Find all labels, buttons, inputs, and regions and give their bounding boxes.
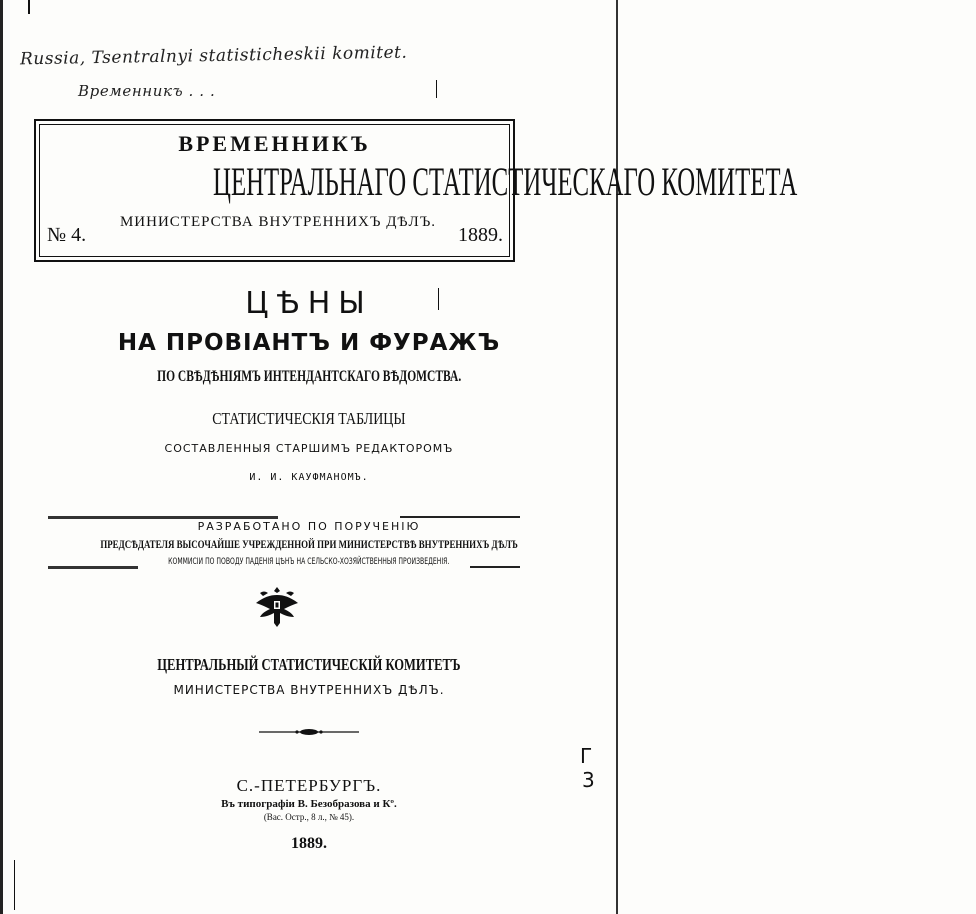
series-title: ВРЕМЕННИКЪ: [178, 131, 371, 156]
divider-rule: [400, 516, 520, 518]
margin-mark: 3: [582, 768, 595, 792]
publisher-ministry: МИНИСТЕРСТВА ВНУТРЕННИХЪ ДѢЛЪ.: [173, 683, 445, 697]
tables-heading-wrap: [0, 409, 618, 429]
header-year: 1889.: [458, 224, 503, 246]
compiled-by: СОСТАВЛЕННЫЯ СТАРШИМЪ РЕДАКТОРОМЪ: [164, 442, 454, 455]
committee-title-wrap: [34, 158, 798, 205]
double-headed-eagle-emblem: [252, 583, 302, 629]
commission-line3: КОММИСІИ ПО ПОВОДУ ПАДЕНІЯ ЦѢНЪ НА СЕЛЬСКО-ХОЗЯЙСТВЕННЫЯ ПРОИЗВЕДЕНІЯ.: [168, 557, 450, 567]
handwritten-note-line2: Временникъ . . .: [78, 82, 216, 100]
source-line: ПО СВѢДѢНІЯМЪ ИНТЕНДАНТСКАГО ВѢДОМСТВА.: [156, 368, 462, 385]
ornamental-divider: [259, 728, 359, 736]
main-title: ЦѢНЫ: [245, 286, 373, 321]
imprint-year: 1889.: [291, 835, 327, 852]
source-line-wrap: [0, 366, 618, 386]
imprint-printer: Въ типографіи В. Безобразова и Кº.: [221, 798, 397, 810]
publisher-name-wrap: [0, 655, 618, 675]
commission-line1: РАЗРАБОТАНО ПО ПОРУЧЕНІЮ: [197, 520, 421, 533]
committee-title: ЦЕНТРАЛЬНАГО СТАТИСТИЧЕСКАГО КОМИТЕТА: [213, 159, 798, 204]
scan-mark: [14, 860, 15, 910]
divider-rule: [470, 566, 520, 568]
issue-number: № 4.: [47, 224, 87, 246]
divider-rule: [48, 566, 138, 569]
tables-heading: СТАТИСТИЧЕСКІЯ ТАБЛИЦЫ: [212, 409, 406, 428]
commission-line2: ПРЕДСѢДАТЕЛЯ ВЫСОЧАЙШЕ УЧРЕЖДЕННОЙ ПРИ МИНИСТЕРСТВѢ ВНУТРЕННИХЪ ДѢЛЪ: [100, 537, 518, 551]
imprint-city: С.-ПЕТЕРБУРГЪ.: [236, 776, 382, 795]
margin-mark: Г: [580, 744, 593, 768]
imprint-address: (Вас. Остр., 8 л., № 45).: [263, 812, 355, 822]
handwritten-note-line1: Russia, Tsentralnyi statisticheskii komitet.: [19, 42, 408, 70]
scan-mark: [436, 80, 437, 98]
author-name: И. И. КАУФМАНОМЪ.: [249, 472, 369, 483]
publisher-name: ЦЕНТРАЛЬНЫЙ СТАТИСТИЧЕСКІЙ КОМИТЕТЪ: [157, 655, 461, 674]
scan-mark: [28, 0, 30, 14]
header-ministry: МИНИСТЕРСТВА ВНУТРЕННИХЪ ДѢЛЪ.: [119, 214, 437, 230]
main-subtitle: НА ПРОВІАНТЪ И ФУРАЖЪ: [117, 330, 501, 356]
divider-rule: [48, 516, 278, 519]
